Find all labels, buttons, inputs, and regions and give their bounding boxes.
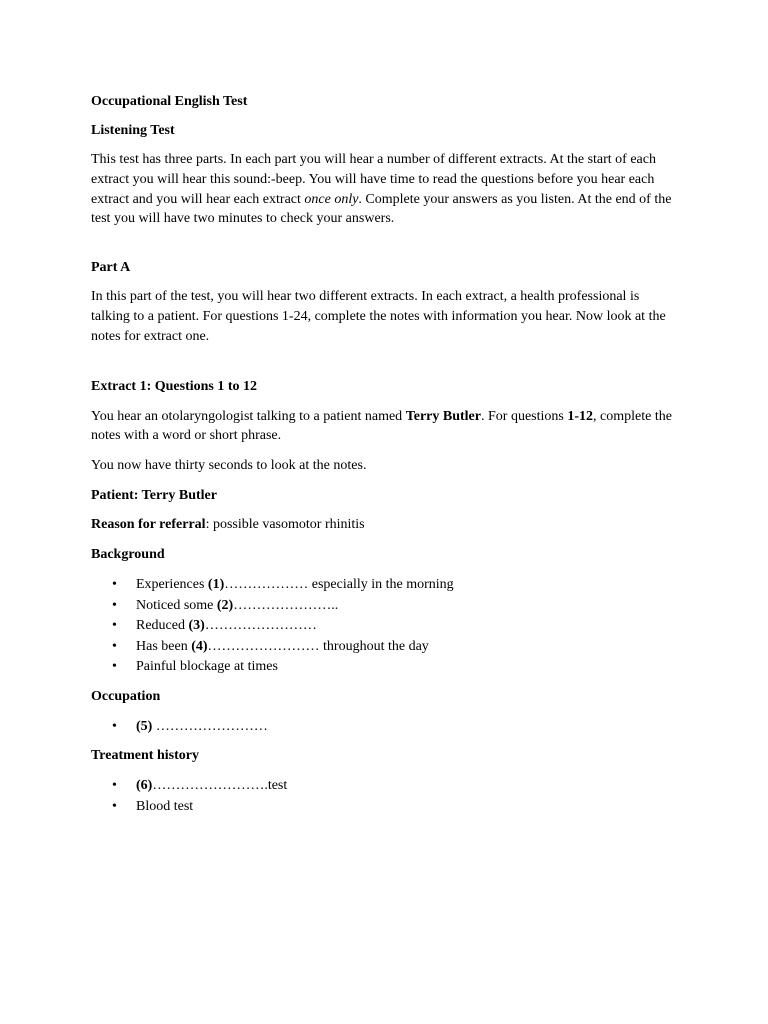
list-item	[91, 637, 681, 658]
question-number: (4)	[191, 638, 208, 654]
item-text: Reduced	[136, 618, 189, 634]
answer-blank: …………………… throughout the day	[207, 638, 429, 654]
extract-desc-e: , complete the notes with a word or short phrase.	[91, 408, 672, 444]
list-item	[91, 776, 681, 797]
document-title: Occupational English Test	[91, 94, 248, 109]
list-item	[91, 657, 681, 678]
list-item	[91, 596, 681, 617]
item-text: Has been	[136, 638, 192, 654]
extract-desc-patient-name: Terry Butler	[405, 408, 481, 424]
patient-name: Patient: Terry Butler	[91, 488, 217, 504]
occupation-heading: Occupation	[91, 688, 161, 704]
intro-text-a: This test has three parts. In each part you will hear a number of different extracts. At the start of each extract you will hear this sound:-beep. You will have time to read the questions before you hear each extract and you will hear each extract	[91, 152, 656, 207]
background-list	[91, 575, 681, 678]
question-number: (1)	[207, 577, 225, 593]
answer-blank: …………………..	[233, 597, 339, 613]
intro-emphasis: once only	[304, 191, 359, 207]
extract-desc-a: You hear an otolaryngologist talking to a patient named	[91, 408, 406, 424]
background-heading: Background	[91, 547, 165, 563]
reason-value: : possible vasomotor rhinitis	[205, 517, 365, 533]
list-item	[91, 797, 681, 818]
extract-desc-question-range: 1-12	[567, 408, 594, 424]
question-number: (6)	[136, 778, 153, 794]
answer-blank: ……………… especially in the morning	[224, 577, 454, 593]
list-item	[91, 616, 681, 637]
question-number: (5)	[136, 718, 153, 734]
time-notice: You now have thirty seconds to look at the notes.	[91, 458, 367, 474]
extract-1-heading: Extract 1: Questions 1 to 12	[91, 378, 258, 394]
question-number: (3)	[188, 618, 205, 634]
item-text: Noticed some	[136, 597, 217, 613]
item-text: Experiences	[136, 577, 208, 593]
reason-label: Reason for referral	[91, 517, 206, 533]
intro-text-c: . Complete your answers as you listen. At the end of the test you will have two minutes to check your answers.	[91, 191, 672, 227]
document-subtitle: Listening Test	[91, 123, 175, 138]
treatment-list	[91, 776, 681, 817]
document-page	[91, 92, 681, 817]
treatment-history-heading: Treatment history	[91, 748, 199, 764]
list-item	[91, 717, 681, 738]
answer-blank: ……………………	[204, 618, 317, 634]
occupation-list	[91, 717, 681, 738]
item-text: Painful blockage at times	[136, 659, 278, 675]
intro-paragraph	[91, 150, 681, 229]
extract-1-description	[91, 407, 681, 447]
item-text: Blood test	[136, 798, 194, 814]
part-a-heading: Part A	[91, 260, 131, 276]
list-item	[91, 575, 681, 596]
question-number: (2)	[216, 597, 234, 613]
part-a-paragraph: In this part of the test, you will hear two different extracts. In each extract, a health professional is talking to a patient. For questions 1-24, complete the notes with information you hear. Now look at the notes for extract one.	[91, 289, 666, 344]
reason-for-referral	[91, 515, 681, 535]
extract-desc-c: . For questions	[481, 408, 568, 424]
answer-blank: …………………….test	[152, 778, 288, 794]
answer-blank: ……………………	[152, 718, 268, 734]
